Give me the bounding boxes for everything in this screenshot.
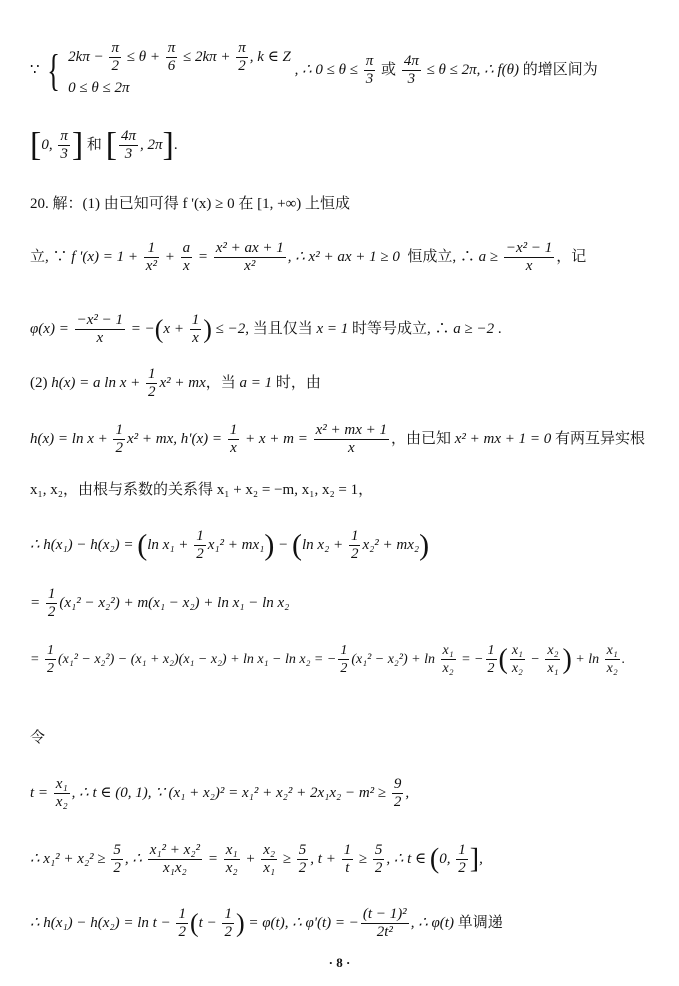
text-line-8: x₁, x₂，由根与系数的关系得 x₁ + x₂ = −m, x₁, x₂ = 1， bbox=[30, 482, 374, 498]
page-number: · 8 · bbox=[328, 955, 351, 970]
text-line-11: = $\frac{1}{2}$ (x₁² − x₂²) − (x₁ + x₂)(x₁ − x₂) + ln x₁ − ln x₂ = − $\frac{1}{2}$ (x₁² − x₂²) + ln $\frac{\text{x₁}}{\text{x₂}}$ = − $\frac{1}{2}$ ( $\frac{\text{x₁}}{\text{x₂}}$ − $\frac{\text{x₂}}{\text{x₁}}$ ) + ln $\frac{\text{x₁}}{\text{x₂}}$ . bbox=[30, 643, 626, 676]
text-line-10: = $\frac{1}{2}$ (x₁² − x₂²) + m(x₁ − x₂) + ln x₁ − ln x₂ bbox=[30, 586, 290, 620]
text-line-1: ∵ { 2kπ − $\frac{\pi}{2}$ ≤ θ + $\frac{\pi}{6}$ ≤ 2kπ + $\frac{\pi}{2}$ , k ∈ Z 0 ≤ θ ≤ 2π , ∴ 0 ≤ θ ≤ $\frac{\pi}{3}$ 或 $\frac{4\pi}{3}$ ≤ θ ≤ 2π, ∴ f(θ) 的增区间为 bbox=[30, 40, 598, 96]
text-line-6: (2) h(x) = a ln x + $\frac{1}{2}$ x² + mx，当 a = 1 时，由 bbox=[30, 366, 321, 400]
text-line-4: 立, ∵ f '(x) = 1 + $\frac{1}{\text{x²}}$ + $\frac{a}{x}$ = $\frac{\text{x² + ax + 1}}{\text{x²}}$ , ∴ x² + ax + 1 ≥ 0 恒成立, ∴ a ≥ $\frac{\text{−x² − 1}}{x}$ ，记 bbox=[30, 240, 587, 274]
text-line-3: 20. 解：(1) 由已知可得 f '(x) ≥ 0 在 [1, +∞) 上恒成 bbox=[30, 196, 351, 212]
text-line-13: t = $\frac{\text{x₁}}{\text{x₂}}$ , ∴ t ∈ (0, 1), ∵ (x₁ + x₂)² = x₁² + x₂² + 2x₁x₂ − m² ≥ $\frac{9}{2}$ , bbox=[30, 776, 410, 810]
text-line-5: φ(x) = $\frac{\text{−x² − 1}}{x}$ = −(x + $\frac{1}{x}$ ) ≤ −2, 当且仅当 x = 1 时等号成立, ∴ a ≥ −2 . bbox=[30, 312, 502, 346]
text-line-2: [0, $\frac{\pi}{3}$ ] 和 [ $\frac{4\pi}{3}$ , 2π]. bbox=[30, 126, 178, 164]
text-line-12: 令 bbox=[30, 730, 46, 746]
text-line-14: ∴ x₁² + x₂² ≥ $\frac{5}{2}$ , ∴ $\frac{\text{x₁² + x₂²}}{\text{x₁x₂}}$ = $\frac{\text{x₁}}{\text{x₂}}$ + $\frac{\text{x₂}}{\text{x₁}}$ ≥ $\frac{5}{2}$ , t + $\frac{1}{t}$ ≥ $\frac{5}{2}$ , ∴ t ∈ (0, $\frac{1}{2}$ ], bbox=[30, 842, 483, 876]
text-line-9: ∴ h(x₁) − h(x₂) = (ln x₁ + $\frac{1}{2}$ x₁² + mx₁) − (ln x₂ + $\frac{1}{2}$ x₂² + mx₂) bbox=[30, 528, 430, 562]
text-line-15: ∴ h(x₁) − h(x₂) = ln t − $\frac{1}{2}$ (t − $\frac{1}{2}$ ) = φ(t), ∴ φ'(t) = − $\frac{\text{(t − 1)²}}{\text{2t²}}$ , ∴ φ(t) 单调递 bbox=[30, 906, 503, 940]
text-line-7: h(x) = ln x + $\frac{1}{2}$ x² + mx, h'(x) = $\frac{1}{x}$ + x + m = $\frac{\text{x² + mx + 1}}{x}$ ，由已知 x² + mx + 1 = 0 有两互异实根 bbox=[30, 422, 646, 456]
